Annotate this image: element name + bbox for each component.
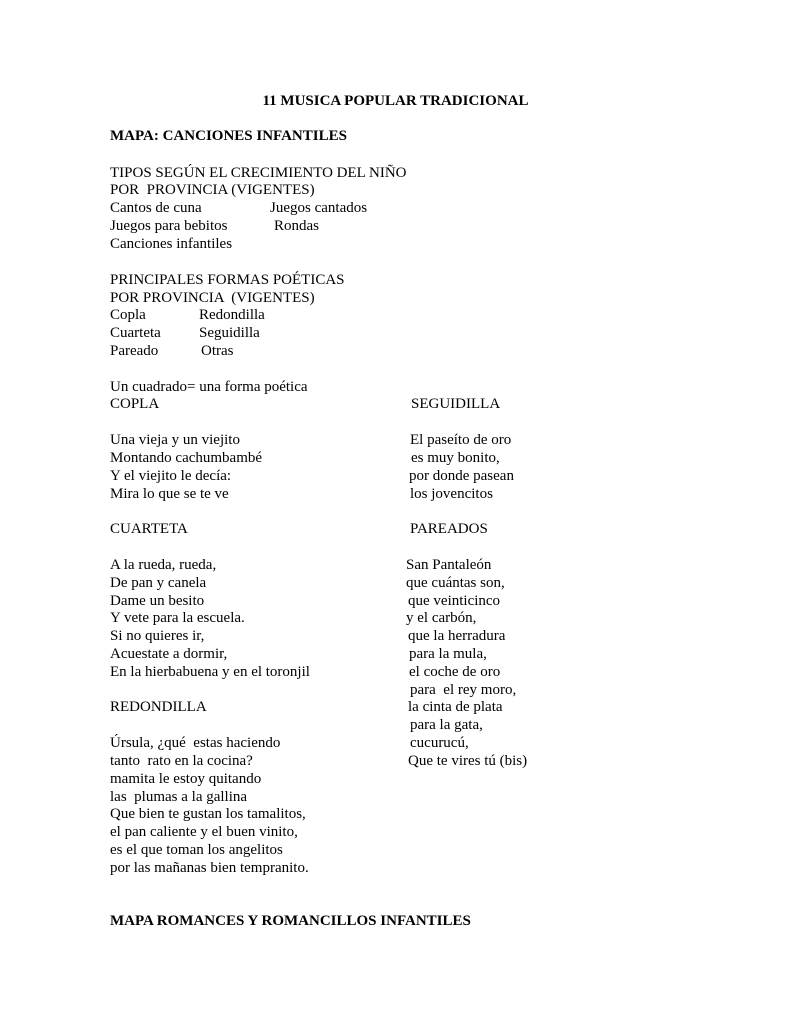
cuarteta-line: En la hierbabuena y en el toronjil xyxy=(110,664,310,680)
pareados-heading: PAREADOS xyxy=(410,521,488,537)
seguidilla-heading: SEGUIDILLA xyxy=(411,396,501,412)
copla-line: Y el viejito le decía: xyxy=(110,468,232,484)
forms-heading-line1: PRINCIPALES FORMAS POÉTICAS xyxy=(110,272,345,288)
seguidilla-line: los jovencitos xyxy=(410,486,493,502)
page-title: 11 MUSICA POPULAR TRADICIONAL xyxy=(262,93,529,109)
copla-line: Una vieja y un viejito xyxy=(110,432,240,448)
redondilla-heading: REDONDILLA xyxy=(110,699,207,715)
pareados-line: y el carbón, xyxy=(406,610,477,626)
cuarteta-heading: CUARTETA xyxy=(110,521,188,537)
pareados-line: que cuántas son, xyxy=(406,575,505,591)
pareados-line: para la gata, xyxy=(410,717,483,733)
forms-item: Redondilla xyxy=(199,307,265,323)
cuarteta-line: Y vete para la escuela. xyxy=(110,610,245,626)
pareados-line: que la herradura xyxy=(408,628,506,644)
forms-item: Pareado xyxy=(110,343,159,359)
redondilla-line: tanto rato en la cocina? xyxy=(110,753,253,769)
types-item: Cantos de cuna xyxy=(110,200,202,216)
redondilla-line: por las mañanas bien tempranito. xyxy=(110,860,309,876)
forms-item: Seguidilla xyxy=(199,325,260,341)
seguidilla-line: El paseíto de oro xyxy=(410,432,512,448)
forms-item: Otras xyxy=(201,343,234,359)
seguidilla-line: es muy bonito, xyxy=(411,450,500,466)
redondilla-line: mamita le estoy quitando xyxy=(110,771,262,787)
cuarteta-line: De pan y canela xyxy=(110,575,207,591)
types-item: Rondas xyxy=(274,218,319,234)
cuadrado-note: Un cuadrado= una forma poética xyxy=(110,379,308,395)
section-heading-canciones: MAPA: CANCIONES INFANTILES xyxy=(110,128,347,144)
pareados-line: que veinticinco xyxy=(408,593,501,609)
pareados-line: para la mula, xyxy=(409,646,487,662)
types-heading-line2: POR PROVINCIA (VIGENTES) xyxy=(110,182,315,198)
cuarteta-line: Acuestate a dormir, xyxy=(110,646,228,662)
redondilla-line: Úrsula, ¿qué estas haciendo xyxy=(110,735,281,751)
cuarteta-line: Si no quieres ir, xyxy=(110,628,205,644)
pareados-line: la cinta de plata xyxy=(408,699,503,715)
redondilla-line: Que bien te gustan los tamalitos, xyxy=(110,806,306,822)
copla-line: Montando cachumbambé xyxy=(110,450,263,466)
cuarteta-line: Dame un besito xyxy=(110,593,205,609)
pareados-line: para el rey moro, xyxy=(410,682,517,698)
copla-line: Mira lo que se te ve xyxy=(110,486,229,502)
types-item: Juegos cantados xyxy=(270,200,368,216)
seguidilla-line: por donde pasean xyxy=(409,468,514,484)
pareados-line: cucurucú, xyxy=(410,735,469,751)
copla-heading: COPLA xyxy=(110,396,160,412)
forms-heading-line2: POR PROVINCIA (VIGENTES) xyxy=(110,290,315,306)
forms-item: Cuarteta xyxy=(110,325,161,341)
redondilla-line: las plumas a la gallina xyxy=(110,789,248,805)
pareados-line: el coche de oro xyxy=(409,664,501,680)
redondilla-line: es el que toman los angelitos xyxy=(110,842,283,858)
footer-heading: MAPA ROMANCES Y ROMANCILLOS INFANTILES xyxy=(110,913,471,929)
types-heading-line1: TIPOS SEGÚN EL CRECIMIENTO DEL NIÑO xyxy=(110,165,407,181)
types-item: Canciones infantiles xyxy=(110,236,233,252)
pareados-line: Que te vires tú (bis) xyxy=(408,753,528,769)
forms-item: Copla xyxy=(110,307,146,323)
cuarteta-line: A la rueda, rueda, xyxy=(110,557,217,573)
pareados-line: San Pantaleón xyxy=(406,557,492,573)
types-item: Juegos para bebitos xyxy=(110,218,228,234)
redondilla-line: el pan caliente y el buen vinito, xyxy=(110,824,298,840)
